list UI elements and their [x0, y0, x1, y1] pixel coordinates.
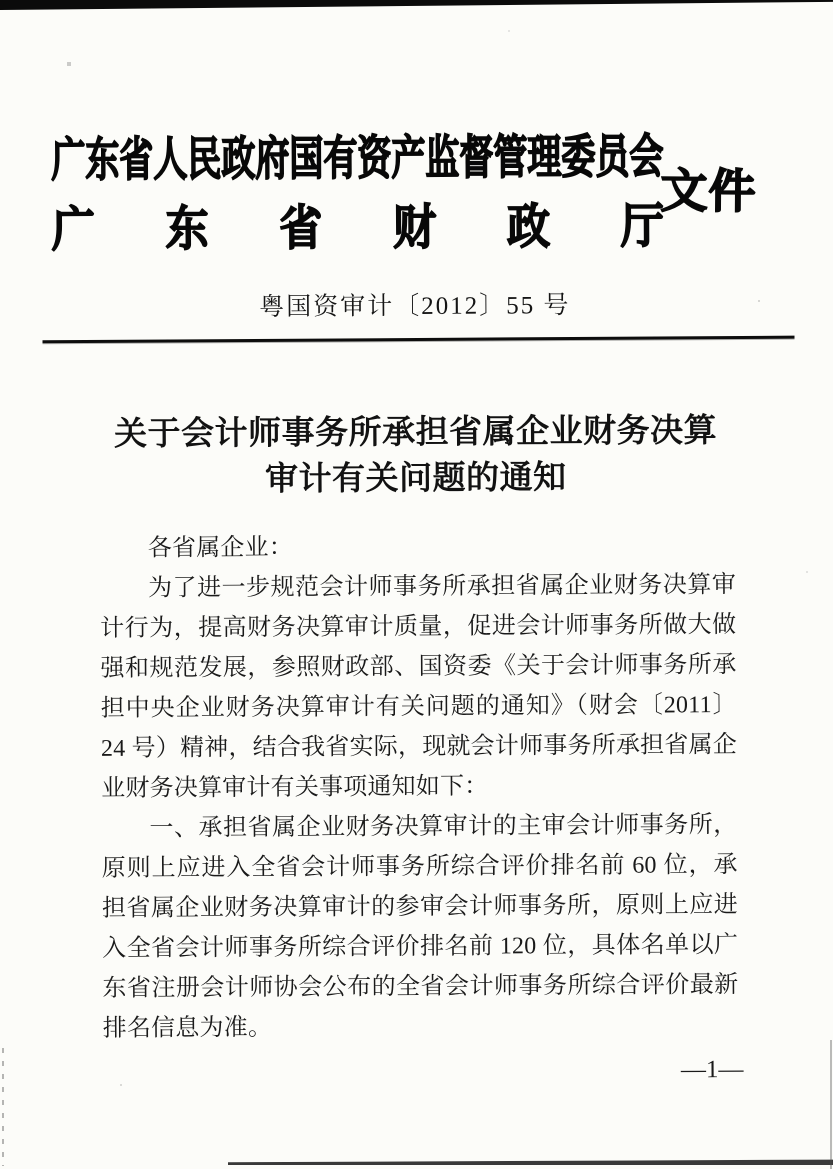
org-name-char: 广 [51, 204, 95, 258]
scan-artifact-right-edge [830, 1040, 832, 1169]
org-name-line2 [52, 188, 664, 260]
salutation: 各省属企业： [147, 534, 294, 562]
org-name-char: 厅 [620, 200, 664, 254]
org-name-char: 省 [279, 202, 323, 256]
document-type-label: 文件 [660, 165, 757, 219]
org-name-char: 财 [393, 202, 437, 256]
scan-artifact-left-edge [2, 1048, 4, 1166]
document-reference-number: 粤国资审计〔2012〕55 号 [259, 292, 571, 321]
org-name-char: 政 [506, 201, 551, 255]
body-paragraph-1: 为了进一步规范会计师事务所承担省属企业财务决算审计行为，提高财务决算审计质量，促进会计师事务所做大做强和规范发展，参照财政部、国资委《关于会计师事务所承担中央企业财务决算审计有关问题的通知》（财会〔2011〕24 号）精神，结合我省实际，现就会计师事务所承担省属企业财务决算审计有关事项通知如下： [100, 572, 738, 802]
notice-title [0, 407, 832, 504]
page-number: —1— [680, 1056, 744, 1084]
body-paragraph-2: 一、承担省属企业财务决算审计的主审会计师事务所，原则上应进入全省会计师事务所综合评价排名前 60 位，承担省属企业财务决算审计的参审会计师事务所，原则上应进入全省会计师事务所综合评价排名前 120 位，具体名单以广东省注册会计师协会公布的全省会计师事务所综合评价最新排名信息为准。 [101, 812, 739, 1042]
letterhead-separator-rule [43, 336, 795, 344]
notice-body [100, 525, 739, 1049]
org-name-line1: 广东省人民政府国有资产监督管理委员会 [51, 132, 664, 188]
notice-title-line1: 关于会计师事务所承担省属企业财务决算 [113, 413, 718, 453]
org-name-char: 东 [165, 203, 209, 257]
notice-title-line2: 审计有关问题的通知 [264, 460, 567, 498]
